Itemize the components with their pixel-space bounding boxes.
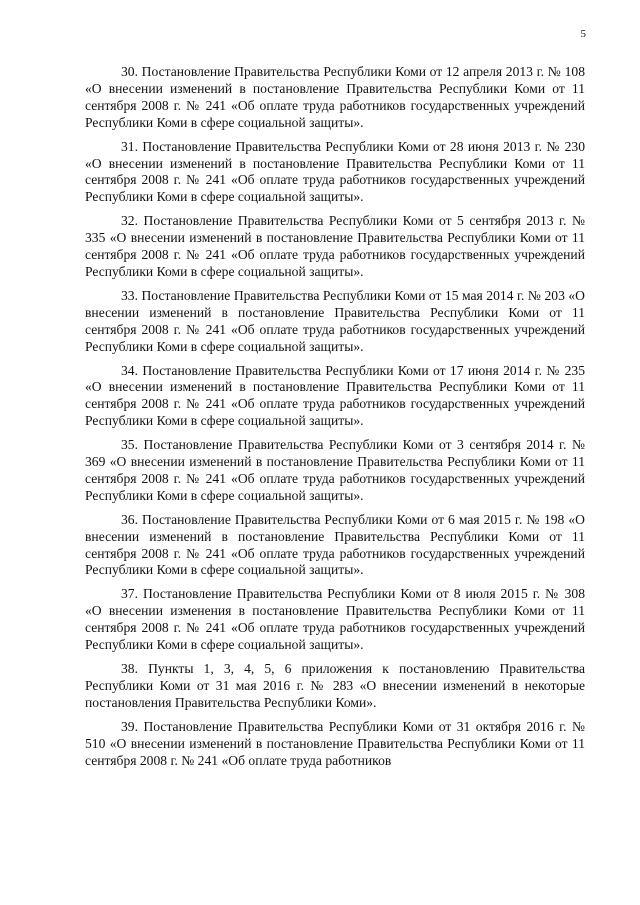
list-item-32: 32. Постановление Правительства Республики Коми от 5 сентября 2013 г. № 335 «О внесении изменений в постановление Правительства Республики Коми от 11 сентября 2008 г. № 241 «Об оплате труда работников государственных учреждений Республики Коми в сфере социальной защиты». — [85, 213, 585, 279]
list-item-33: 33. Постановление Правительства Республики Коми от 15 мая 2014 г. № 203 «О внесении изменений в постановление Правительства Республики Коми от 11 сентября 2008 г. № 241 «Об оплате труда работников государственных учреждений Республики Коми в сфере социальной защиты». — [85, 287, 585, 354]
page-number: 5 — [580, 28, 586, 40]
list-item-34: 34. Постановление Правительства Республики Коми от 17 июня 2014 г. № 235 «О внесении изменений в постановление Правительства Республики Коми от 11 сентября 2008 г. № 241 «Об оплате труда работников государственных учреждений Республики Коми в сфере социальной защиты». — [85, 362, 585, 429]
list-item-35: 35. Постановление Правительства Республики Коми от 3 сентября 2014 г. № 369 «О внесении изменений в постановление Правительства Республики Коми от 11 сентября 2008 г. № 241 «Об оплате труда работников государственных учреждений Республики Коми в сфере социальной защиты». — [85, 437, 585, 503]
document-body — [85, 64, 585, 776]
list-item-31: 31. Постановление Правительства Республики Коми от 28 июня 2013 г. № 230 «О внесении изменений в постановление Правительства Республики Коми от 11 сентября 2008 г. № 241 «Об оплате труда работников государственных учреждений Республики Коми в сфере социальной защиты». — [85, 138, 585, 205]
list-item-38: 38. Пункты 1, 3, 4, 5, 6 приложения к постановлению Правительства Республики Коми от 31 мая 2016 г. № 283 «О внесении изменений в некоторые постановления Правительства Республики Коми». — [85, 661, 585, 710]
list-item-36: 36. Постановление Правительства Республики Коми от 6 мая 2015 г. № 198 «О внесении изменений в постановление Правительства Республики Коми от 11 сентября 2008 г. № 241 «Об оплате труда работников государственных учреждений Республики Коми в сфере социальной защиты». — [85, 511, 585, 578]
list-item-39: 39. Постановление Правительства Республики Коми от 31 октября 2016 г. № 510 «О внесении изменений в постановление Правительства Республики Коми от 11 сентября 2008 г. № 241 «Об оплате труда работников — [85, 718, 585, 768]
list-item-30: 30. Постановление Правительства Республики Коми от 12 апреля 2013 г. № 108 «О внесении изменений в постановление Правительства Республики Коми от 11 сентября 2008 г. № 241 «Об оплате труда работников государственных учреждений Республики Коми в сфере социальной защиты». — [85, 64, 585, 130]
list-item-37: 37. Постановление Правительства Республики Коми от 8 июля 2015 г. № 308 «О внесении изменения в постановление Правительства Республики Коми от 11 сентября 2008 г. № 241 «Об оплате труда работников государственных учреждений Республики Коми в сфере социальной защиты». — [85, 586, 585, 653]
